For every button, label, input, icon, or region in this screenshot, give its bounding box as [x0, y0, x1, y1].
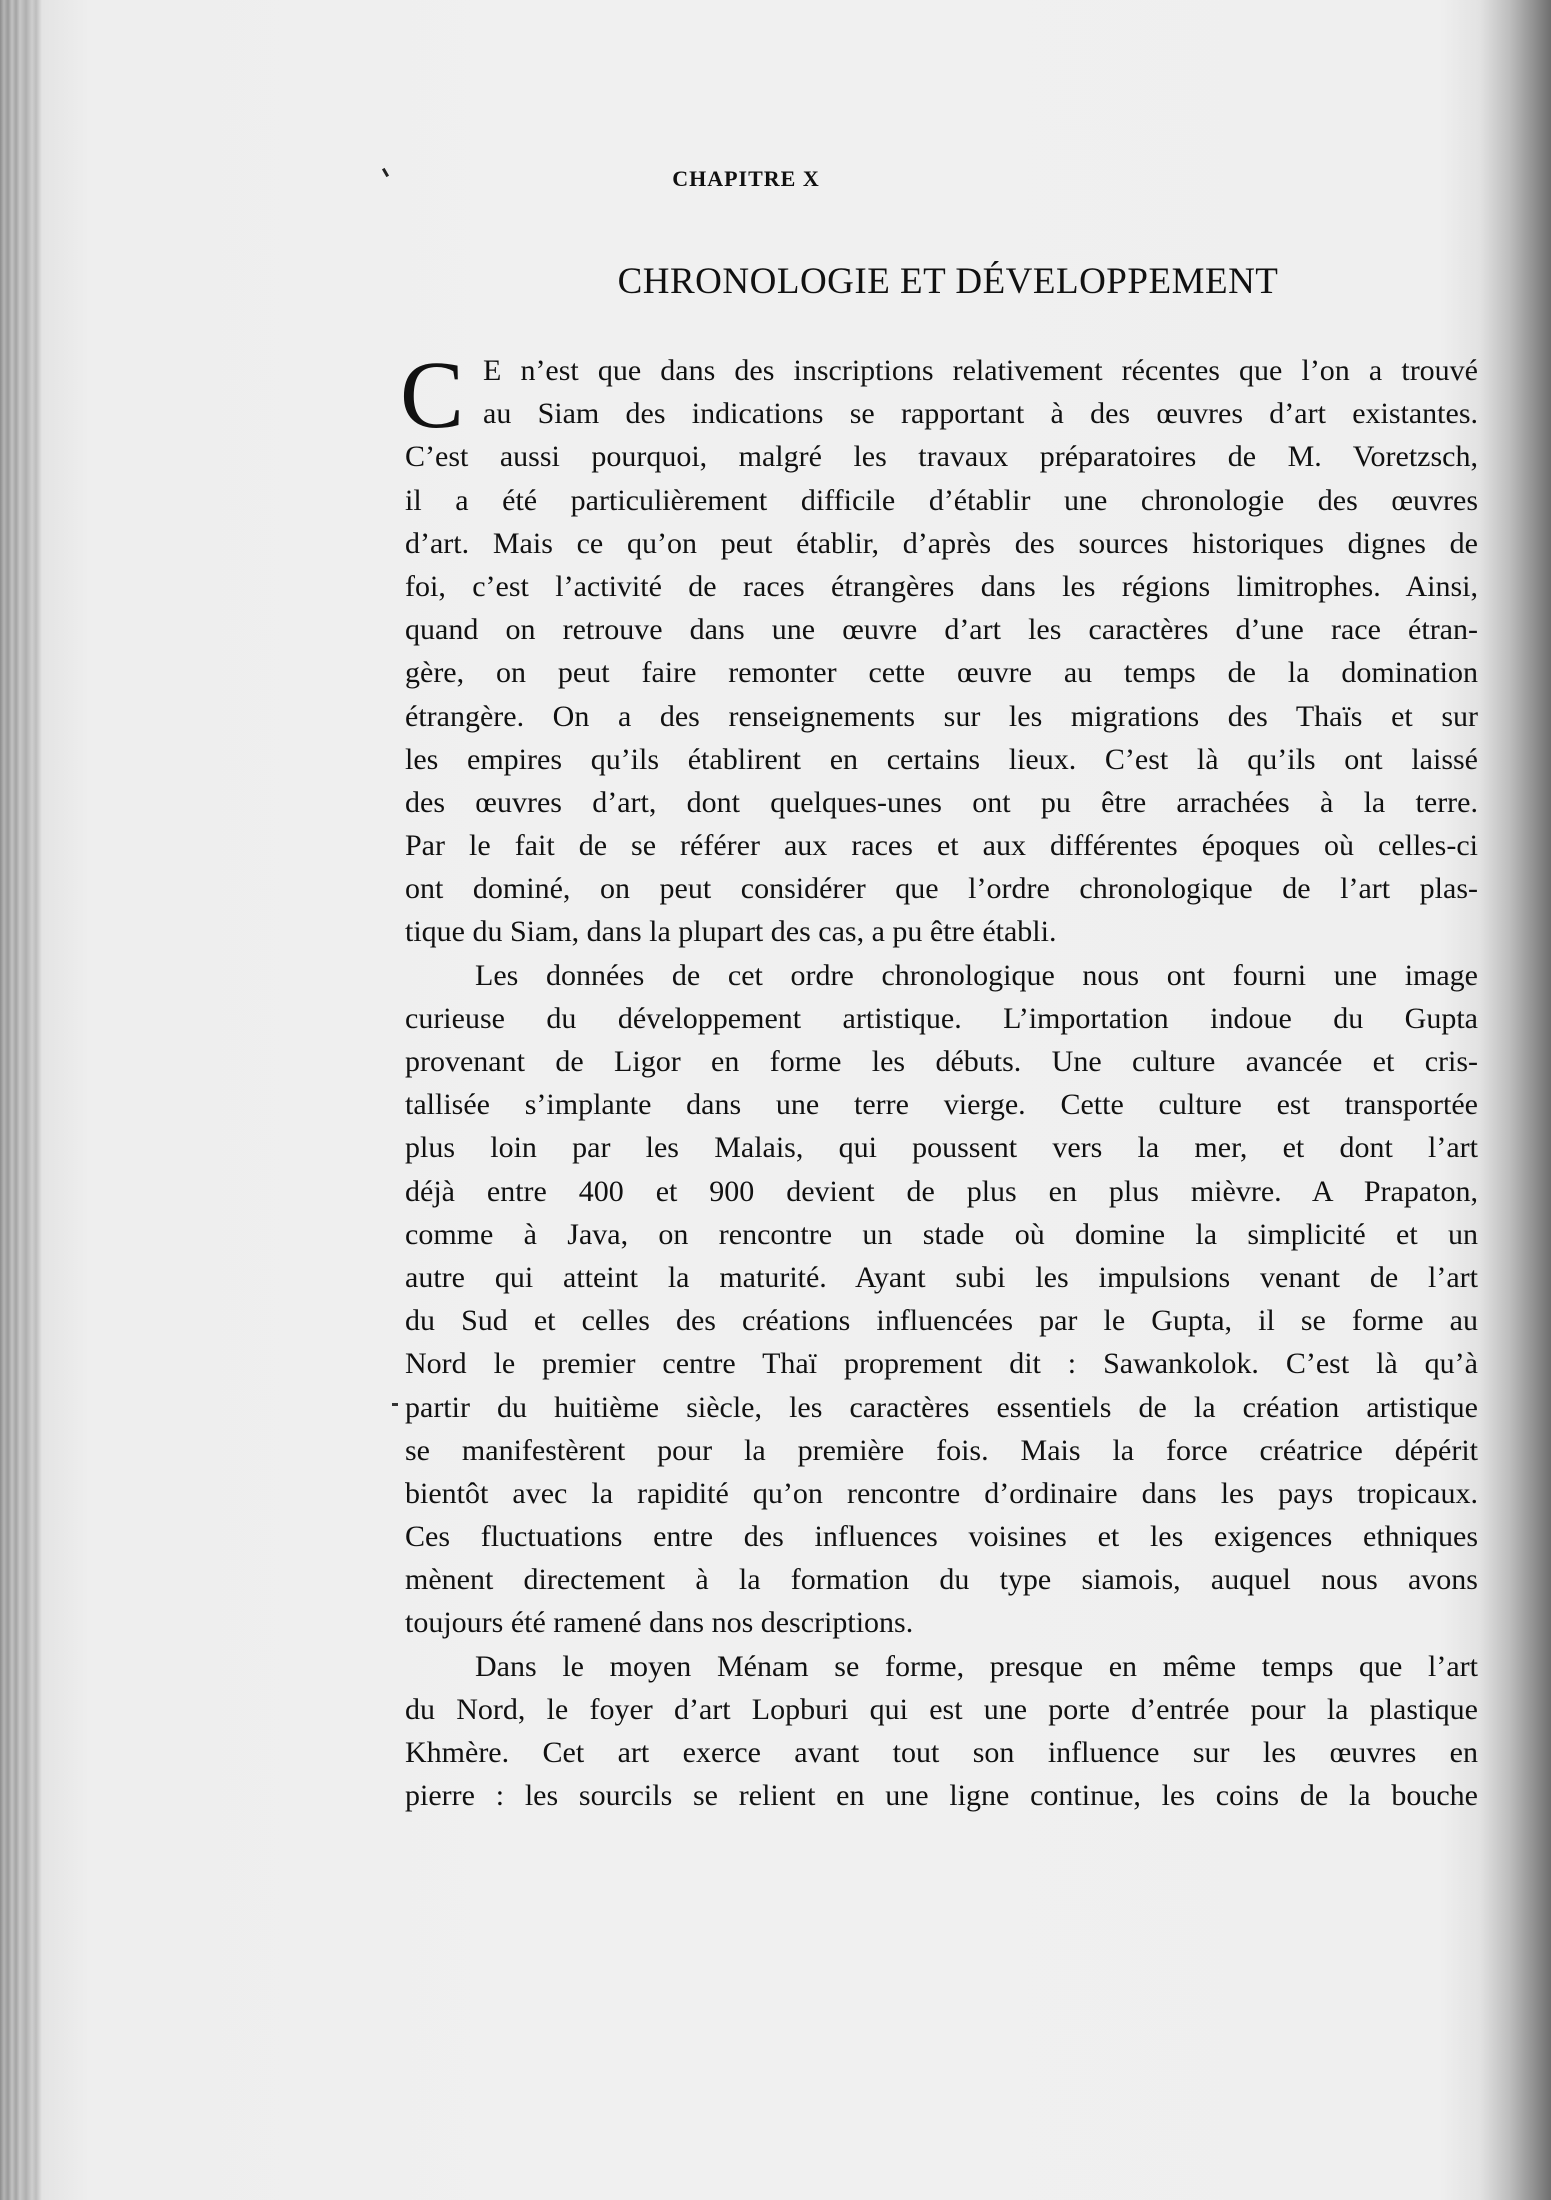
text-line: provenant de Ligor en forme les débuts. Une culture avancée et cris- — [405, 1045, 1478, 1078]
chapter-title: CHRONOLOGIE ET DÉVELOPPEMENT — [617, 261, 1279, 302]
text-line: des œuvres d’art, dont quelques-unes ont pu être arrachées à la terre. — [405, 785, 1478, 819]
text-line: bientôt avec la rapidité qu’on rencontre d’ordinaire dans les pays tropicaux. — [405, 1476, 1478, 1510]
text-line: partir du huitième siècle, les caractères essentiels de la création artistique — [405, 1390, 1478, 1424]
text-line: se manifestèrent pour la première fois. Mais la force créatrice dépérit — [405, 1433, 1478, 1467]
text-line: Nord le premier centre Thaï proprement dit : Sawankolok. C’est là qu’à — [405, 1347, 1478, 1381]
paragraph-1 — [405, 349, 1478, 954]
text-line: Par le fait de se référer aux races et aux différentes époques où celles-ci — [405, 829, 1478, 863]
text-line: curieuse du développement artistique. L’importation indoue du Gupta — [405, 1001, 1478, 1035]
text-line: plus loin par les Malais, qui poussent vers la mer, et dont l’art — [405, 1131, 1478, 1165]
text-line: les empires qu’ils établirent en certains lieux. C’est là qu’ils ont laissé — [405, 742, 1478, 776]
text-line: gère, on peut faire remonter cette œuvre au temps de la domination — [405, 656, 1478, 690]
text-line: déjà entre 400 et 900 devient de plus en plus mièvre. A Prapaton, — [405, 1174, 1478, 1208]
text-line: d’art. Mais ce qu’on peut établir, d’après des sources historiques dignes de — [405, 526, 1478, 560]
text-line: Les données de cet ordre chronologique nous ont fourni une image — [475, 958, 1478, 992]
body-text — [400, 341, 1478, 1817]
text-line: Ces fluctuations entre des influences voisines et les exigences ethniques — [405, 1520, 1478, 1554]
text-line: E n’est que dans des inscriptions relativement récentes que l’on a trouvé — [483, 354, 1478, 387]
text-line: C’est aussi pourquoi, malgré les travaux préparatoires de M. Voretzsch, — [405, 440, 1478, 474]
text-line: tallisée s’implante dans une terre vierge. Cette culture est transportée — [405, 1088, 1478, 1122]
text-line: ont dominé, on peut considérer que l’ordre chronologique de l’art plas- — [405, 872, 1478, 906]
paragraph-3 — [405, 1645, 1478, 1818]
text-line: Khmère. Cet art exerce avant tout son influence sur les œuvres en — [405, 1736, 1478, 1769]
text-line: au Siam des indications se rapportant à des œuvres d’art existantes. — [483, 397, 1478, 431]
text-line: du Sud et celles des créations influencées par le Gupta, il se forme au — [405, 1304, 1478, 1338]
margin-tick-mark — [382, 168, 389, 177]
text-line: mènent directement à la formation du type siamois, auquel nous avons — [405, 1563, 1478, 1597]
text-line: étrangère. On a des renseignements sur les migrations des Thaïs et sur — [405, 699, 1478, 733]
text-line: du Nord, le foyer d’art Lopburi qui est une porte d’entrée pour la plastique — [405, 1692, 1478, 1726]
margin-mark — [392, 1403, 398, 1406]
text-line: pierre : les sourcils se relient en une ligne continue, les coins de la bouche — [405, 1779, 1478, 1813]
chapter-label: CHAPITRE X — [672, 166, 820, 191]
drop-cap: C — [400, 341, 465, 448]
text-line: tique du Siam, dans la plupart des cas, a pu être établi. — [405, 915, 1057, 949]
text-line: toujours été ramené dans nos descriptions. — [405, 1606, 914, 1640]
text-line: foi, c’est l’activité de races étrangères dans les régions limitrophes. Ainsi, — [405, 569, 1478, 603]
paragraph-2 — [405, 954, 1478, 1645]
text-line: autre qui atteint la maturité. Ayant subi les impulsions venant de l’art — [405, 1260, 1478, 1294]
text-line: il a été particulièrement difficile d’établir une chronologie des œuvres — [405, 483, 1478, 517]
text-line: quand on retrouve dans une œuvre d’art les caractères d’une race étran- — [405, 613, 1478, 647]
text-line: comme à Java, on rencontre un stade où domine la simplicité et un — [405, 1217, 1478, 1251]
text-line: Dans le moyen Ménam se forme, presque en même temps que l’art — [475, 1649, 1478, 1683]
